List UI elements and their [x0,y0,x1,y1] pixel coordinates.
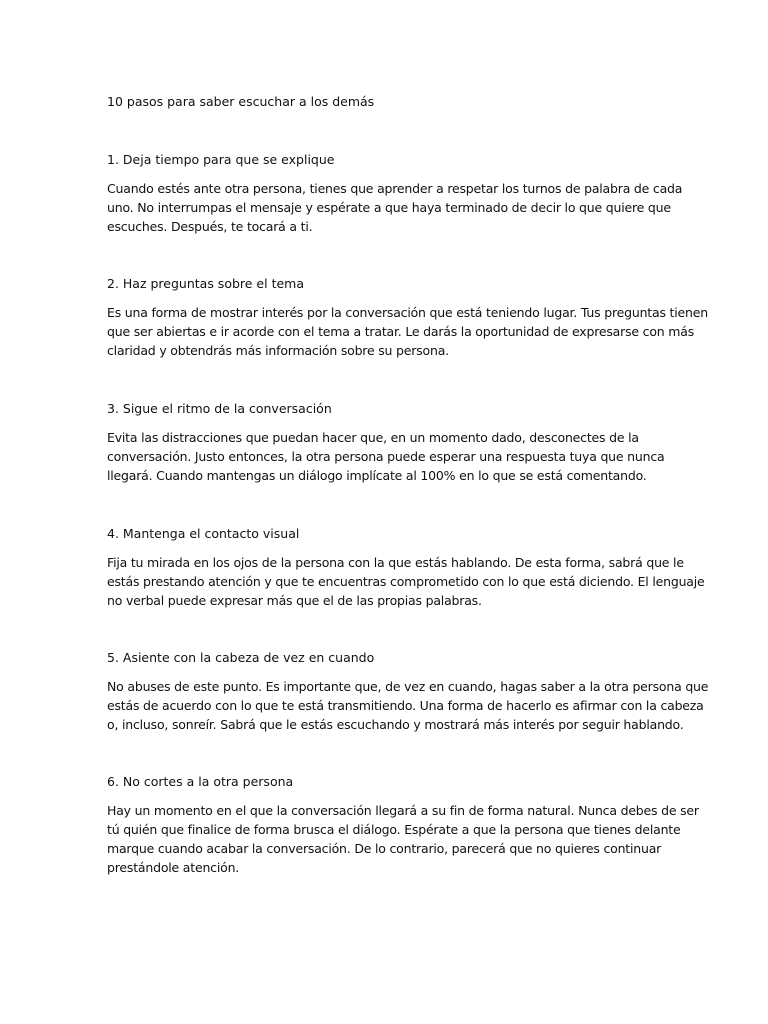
section-paragraph [107,677,709,734]
section-heading: 4. Mantenga el contacto visual [107,526,300,541]
section-heading: 6. No cortes a la otra persona [107,774,294,789]
section-2 [107,274,708,360]
section-heading: 2. Haz preguntas sobre el tema [107,276,304,291]
paragraph-line: Fija tu mirada en los ojos de la persona con la que estás hablando. De esta forma, sabrá que le [107,555,684,570]
paragraph-line: Evita las distracciones que puedan hacer que, en un momento dado, desconectes de la [107,430,639,445]
section-paragraph [107,428,667,485]
paragraph-line: No abuses de este punto. Es importante que, de vez en cuando, hagas saber a la otra persona que [107,679,709,694]
paragraph-line: Es una forma de mostrar interés por la conversación que está teniendo lugar. Tus preguntas tienen [107,305,708,320]
section-paragraph [107,179,683,236]
paragraph-line: que ser abiertas e ir acorde con el tema a tratar. Le darás la oportunidad de expresarse con más [107,324,695,339]
section-paragraph [107,801,699,877]
section-5 [107,648,709,734]
section-paragraph [107,303,708,360]
document-title: 10 pasos para saber escuchar a los demás [107,94,375,109]
paragraph-line: estás prestando atención y que te encuentras comprometido con lo que está diciendo. El lenguaje [107,574,705,589]
paragraph-line: escuches. Después, te tocará a ti. [107,219,313,234]
paragraph-line: conversación. Justo entonces, la otra persona puede esperar una respuesta tuya que nunca [107,449,665,464]
section-6 [107,772,699,877]
paragraph-line: claridad y obtendrás más información sobre su persona. [107,343,449,358]
section-paragraph [107,553,705,610]
paragraph-line: tú quién que finalice de forma brusca el diálogo. Espérate a que la persona que tienes delante [107,822,681,837]
section-1 [107,150,683,236]
paragraph-line: llegará. Cuando mantengas un diálogo implícate al 100% en lo que se está comentando. [107,468,647,483]
section-heading: 1. Deja tiempo para que se explique [107,152,335,167]
section-heading: 3. Sigue el ritmo de la conversación [107,401,332,416]
paragraph-line: uno. No interrumpas el mensaje y espérate a que haya terminado de decir lo que quiere que [107,200,671,215]
paragraph-line: Cuando estés ante otra persona, tienes que aprender a respetar los turnos de palabra de cada [107,181,683,196]
paragraph-line: no verbal puede expresar más que el de las propias palabras. [107,593,482,608]
paragraph-line: Hay un momento en el que la conversación llegará a su fin de forma natural. Nunca debes de ser [107,803,699,818]
section-4 [107,524,705,610]
paragraph-line: prestándole atención. [107,860,240,875]
section-heading: 5. Asiente con la cabeza de vez en cuando [107,650,375,665]
paragraph-line: estás de acuerdo con lo que te está transmitiendo. Una forma de hacerlo es afirmar con la cabeza [107,698,704,713]
paragraph-line: o, incluso, sonreír. Sabrá que le estás escuchando y mostrará más interés por seguir hablando. [107,717,684,732]
paragraph-line: marque cuando acabar la conversación. De lo contrario, parecerá que no quieres continuar [107,841,662,856]
section-3 [107,399,667,485]
